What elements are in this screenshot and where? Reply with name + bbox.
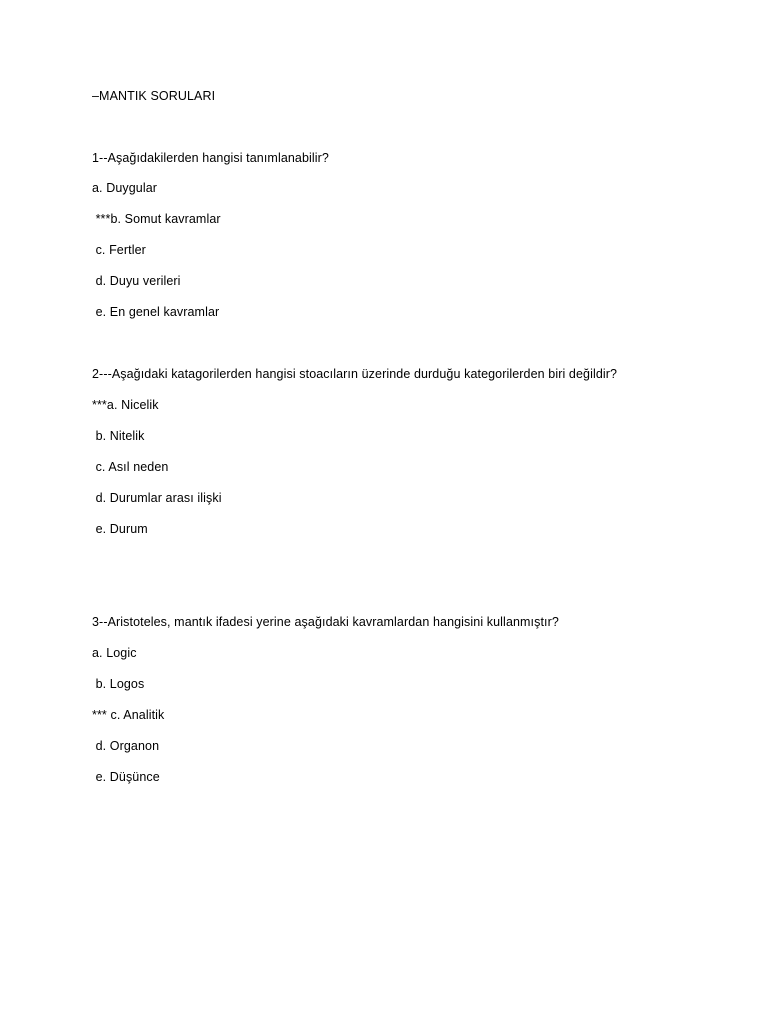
question-3-option-a: a. Logic xyxy=(92,646,137,660)
question-2-option-c: c. Asıl neden xyxy=(92,460,169,474)
question-2-option-e: e. Durum xyxy=(92,522,148,536)
question-2-option-a: ***a. Nicelik xyxy=(92,398,159,412)
question-3-option-d: d. Organon xyxy=(92,739,160,753)
question-1-option-e: e. En genel kavramlar xyxy=(92,305,220,319)
question-1-option-d: d. Duyu verileri xyxy=(92,274,181,288)
question-3-option-b: b. Logos xyxy=(92,677,145,691)
question-3-option-e: e. Düşünce xyxy=(92,770,160,784)
question-2-option-b: b. Nitelik xyxy=(92,429,145,443)
question-3-option-c: *** c. Analitik xyxy=(92,708,165,722)
question-2-text: 2---Aşağıdaki katagorilerden hangisi stoacıların üzerinde durduğu kategorilerden biri değildir? xyxy=(92,367,618,381)
question-1-text: 1--Aşağıdakilerden hangisi tanımlanabilir? xyxy=(92,151,329,165)
document-title: –MANTIK SORULARI xyxy=(92,89,216,103)
question-1-option-a: a. Duygular xyxy=(92,181,158,195)
question-1-option-b: ***b. Somut kavramlar xyxy=(92,212,221,226)
question-2-option-d: d. Durumlar arası ilişki xyxy=(92,491,222,505)
question-1-option-c: c. Fertler xyxy=(92,243,146,257)
question-3-text: 3--Aristoteles, mantık ifadesi yerine aşağıdaki kavramlardan hangisini kullanmıştır? xyxy=(92,615,559,629)
